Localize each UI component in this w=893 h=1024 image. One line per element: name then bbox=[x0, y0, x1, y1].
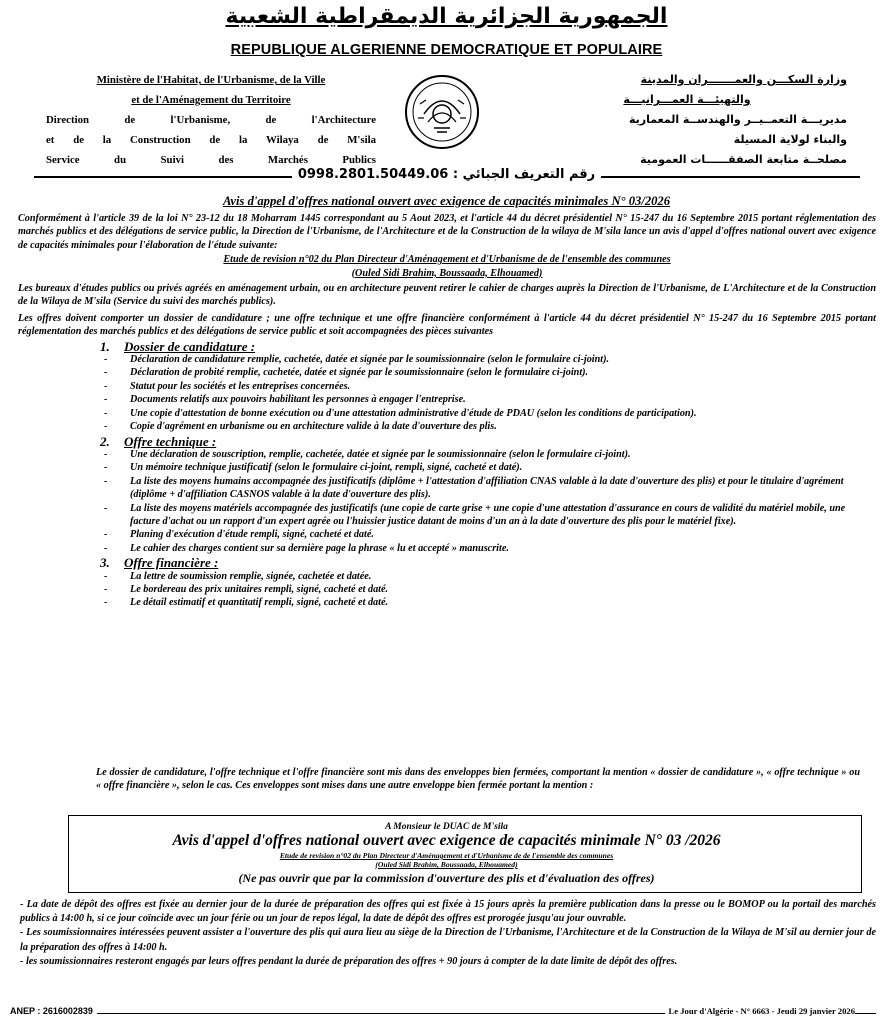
ar-ministry-line-2: والتهيئـــة العمـــرانيـــة bbox=[623, 93, 751, 106]
avis-title: Avis d'appel d'offres national ouvert avec exigence de capacités minimales N° 03/2026 bbox=[222, 194, 671, 208]
box-do-not-open: (Ne pas ouvrir que par la commission d'ouverture des plis et d'évaluation des offres) bbox=[238, 871, 655, 885]
list-item: - Déclaration de probité remplie, cachetée, datée et signée par le soumissionnaire (selon le formulaire ci-joint). bbox=[18, 366, 876, 379]
list-item: - Déclaration de candidature remplie, cachetée, datée et signée par le soumissionnaire (selon le formulaire ci-joint). bbox=[18, 353, 876, 366]
state-seal-icon bbox=[404, 74, 480, 150]
ar-direction-line-2: والبناء لولاية المسيلة bbox=[733, 133, 847, 146]
direction-line-1: Direction de l'Urbanisme, de l'Architecture bbox=[46, 114, 376, 126]
box-etude-line-2: (Ouled Sidi Brahim, Boussaada, Elhouamed) bbox=[375, 860, 518, 869]
anep-reference: ANEP : 2616002839 bbox=[10, 1006, 97, 1016]
list-item: - Statut pour les sociétés et les entreprises concernées. bbox=[18, 380, 876, 393]
section-title-dossier: 1. Dossier de candidature : bbox=[100, 338, 256, 354]
list-item: - Copie d'agrément en urbanisme ou en architecture valide à la date d'ouverture des plis. bbox=[18, 420, 876, 433]
box-etude-title bbox=[0, 851, 893, 869]
list-item: - Une déclaration de souscription, remplie, cachetée, datée et signée par le soumissionnaire (selon le formulaire ci-joint). bbox=[18, 448, 876, 461]
dossier-list bbox=[18, 353, 876, 433]
final-paragraph: - Les soumissionnaires intéressées peuvent assister a l'ouverture des plis qui aura lieu au siège de la Direction de l'Urbanisme, l'Architecture et de la Construction de la Wilaya de M'sil au dernier jour de la préparation des offres à 14:00 h. bbox=[20, 927, 876, 953]
final-paragraph: - La date de dépôt des offres est fixée au dernier jour de la durée de préparation des offres qui est fixée à 15 jours après la première publication dans la presse ou le BOMOP ou la portail des marchés publics à 14:00 h, si ce jour coïncide avec un jour férie ou un jour de repos légal, la date de dépôt des offres est prorogée jusqu'au jour ouvrable. bbox=[20, 899, 876, 925]
tax-id-number: رقم التعريف الجبائي : 0998.2801.50449.06 bbox=[292, 167, 601, 182]
ministry-line-1: Ministère de l'Habitat, de l'Urbanisme, de la Ville bbox=[96, 74, 326, 86]
header-right-block bbox=[527, 70, 847, 170]
ar-service-line: مصلحــة متابعة الصفقــــــات العمومية bbox=[640, 153, 847, 166]
journal-reference: Le Jour d'Algérie - N° 6663 - Jeudi 29 janvier 2026 bbox=[665, 1006, 855, 1016]
list-item: - Le bordereau des prix unitaires rempli, signé, cacheté et daté. bbox=[18, 583, 876, 596]
list-item: - Le cahier des charges contient sur sa dernière page la phrase « lu et accepté » manuscrite. bbox=[18, 542, 876, 555]
avis-body bbox=[18, 212, 876, 610]
etude-title-line-1: Etude de revision n°02 du Plan Directeur d'Aménagement et d'Urbanisme de de l'ensemble des communes bbox=[223, 254, 671, 266]
direction-line-2: et de la Construction de la Wilaya de M'sila bbox=[46, 134, 376, 146]
header-left-block bbox=[46, 70, 376, 170]
technique-list bbox=[18, 448, 876, 555]
ar-ministry-line-1: وزارة السكـــن والعمـــــــران والمدينة bbox=[640, 73, 847, 86]
nif-row bbox=[0, 165, 893, 183]
french-republic-title: REPUBLIQUE ALGERIENNE DEMOCRATIQUE ET POPULAIRE bbox=[230, 42, 663, 58]
arabic-republic-title: الجمهورية الجزائرية الديمقراطية الشعبية bbox=[225, 4, 668, 29]
list-item: - La liste des moyens matériels accompagnée des justificatifs (une copie de carte grise + une copie d'une attestation d'assurance en cours de validité du matériel mobile, une facture d'achat ou un rapport d'un expert agrée ou l'huissier justice datant de moins d'un an à la date d'ouverture des plis pour le matériel fixe). bbox=[18, 502, 876, 529]
section-title-technique: 2. Offre technique : bbox=[100, 433, 217, 449]
box-avis-title: Avis d'appel d'offres national ouvert avec exigence de capacités minimale N° 03 /2026 bbox=[172, 832, 721, 849]
final-paragraph: - les soumissionnaires resteront engagés par leurs offres pendant la durée de préparation des offres + 90 jours à compter de la date limite de dépôt des offres. bbox=[20, 955, 678, 967]
retrait-paragraph: Les bureaux d'études publics ou privés agréés en aménagement urbain, ou en architecture peuvent retirer le cahier de charges auprès la Direction de l'Urbanisme, de L'Architecture et de la Construction de la Wilaya de M'sila (Service du suivi des marchés publics). bbox=[18, 283, 876, 308]
final-conditions bbox=[20, 898, 876, 969]
list-item: - La lettre de soumission remplie, signée, cachetée et datée. bbox=[18, 570, 876, 583]
box-etude-line-1: Etude de revision n°02 du Plan Directeur d'Aménagement et d'Urbanisme de de l'ensemble des communes bbox=[279, 851, 614, 860]
offres-paragraph: Les offres doivent comporter un dossier de candidature ; une offre technique et une offre financière conformément à l'article 44 du décret présidentiel N° 15-247 du 16 Septembre 2015 portant réglementation des marchés publics et des délégations de service public et soit accompagnées des pièces suivantes bbox=[18, 312, 876, 338]
ministry-line-2: et de l'Aménagement du Territoire bbox=[131, 94, 291, 106]
avis-intro: Conformément à l'article 39 de la loi N° 23-12 du 18 Moharram 1445 correspondant au 5 Aout 2023, et l'article 44 du décret présidentiel N° 15-247 du 16 Septembre 2015 portant réglementation des marchés publics et des délégations de service public, la Direction de l'Urbanisme, de l'Architecture et de la Construction de la wilaya de M'sila lance un avis d'appel d'offres national ouvert avec exigence de capacités minimales pour l'élaboration de l'étude suivante: bbox=[18, 213, 876, 251]
list-item: - Une copie d'attestation de bonne exécution ou d'une attestation administrative d'étude de PDAU (selon les conditions de participation). bbox=[18, 407, 876, 420]
list-item: - Documents relatifs aux pouvoirs habilitant les personnes à engager l'entreprise. bbox=[18, 393, 876, 406]
list-item: - Planing d'exécution d'étude rempli, signé, cacheté et daté. bbox=[18, 528, 876, 541]
list-item: - Le détail estimatif et quantitatif rempli, signé, cacheté et daté. bbox=[18, 596, 876, 609]
enveloppes-paragraph: Le dossier de candidature, l'offre technique et l'offre financière sont mis dans des enveloppes bien fermées, comportant la mention « dossier de candidature », « offre technique » ou « offre financière », selon le cas. Ces enveloppes sont mises dans une autre enveloppe bien fermée portant la mention : bbox=[96, 767, 860, 792]
box-addressee: A Monsieur le DUAC de M'sila bbox=[385, 822, 508, 832]
enveloppes-block bbox=[96, 766, 860, 793]
service-line: Service du Suivi des Marchés Publics bbox=[46, 154, 376, 166]
list-item: - Un mémoire technique justificatif (selon le formulaire ci-joint, rempli, signé, cacheté et daté). bbox=[18, 461, 876, 474]
section-title-financiere: 3. Offre financière : bbox=[100, 555, 219, 571]
etude-title-line-2: (Ouled Sidi Brahim, Boussaada, Elhouamed) bbox=[351, 267, 543, 279]
ar-direction-line-1: مديريـــة التعمــيــر والهندســة المعمارية bbox=[628, 113, 847, 126]
list-item: - La liste des moyens humains accompagnée des justificatifs (diplôme + l'attestation d'affiliation CNAS valable à la date d'ouverture des plis) et pour le titulaire d'agrément (diplôme + d'affiliation CASNOS valable à la date d'ouverture des plis). bbox=[18, 475, 876, 502]
financiere-list bbox=[18, 570, 876, 610]
